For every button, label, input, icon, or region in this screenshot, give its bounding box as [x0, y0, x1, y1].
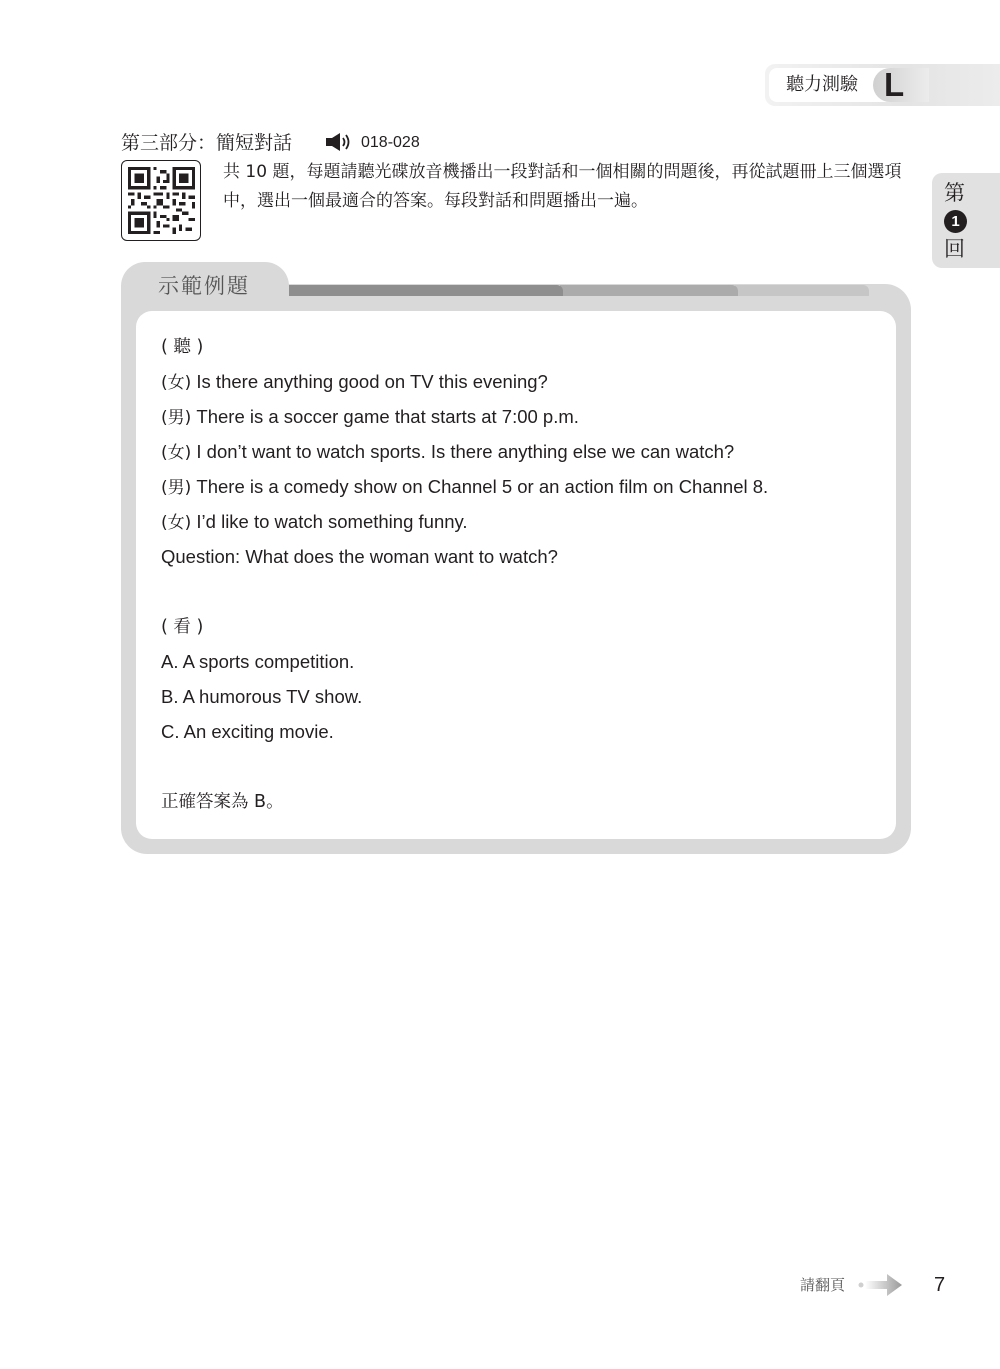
section-letter: L — [884, 66, 905, 103]
page-number: 7 — [934, 1274, 946, 1296]
dialogue-text: There is a comedy show on Channel 5 or an action film on Channel 8. — [191, 476, 769, 497]
decorative-stripe — [735, 285, 869, 296]
dialogue-line — [161, 404, 579, 431]
dialogue-line — [161, 439, 734, 466]
round-prefix: 第 — [944, 181, 965, 205]
speaker-label: (女) — [161, 513, 192, 533]
speaker-label: (男) — [161, 478, 192, 498]
dialogue-text: I don’t want to watch sports. Is there anything else we can watch? — [191, 441, 735, 462]
listen-label: ( 聽 ) — [161, 337, 204, 357]
question-text: Question: What does the woman want to watch? — [161, 546, 558, 567]
option-c: C. An exciting movie. — [161, 721, 334, 742]
look-label: ( 看 ) — [161, 617, 204, 637]
option-a: A. A sports competition. — [161, 651, 355, 672]
correct-answer: 正確答案為 B。 — [161, 792, 284, 812]
speaker-label: (女) — [161, 443, 192, 463]
speaker-label: (女) — [161, 373, 192, 393]
right-arrow-icon[interactable] — [855, 1271, 905, 1299]
turn-page-label: 請翻頁 — [800, 1276, 846, 1294]
dialogue-line — [161, 369, 548, 396]
qr-code[interactable] — [121, 160, 201, 241]
part-instructions: 共 10 題，每題請聽光碟放音機播出一段對話和一個相關的問題後，再從試題冊上三個選項中，選出一個最適合的答案。每段對話和問題播出一遍。 — [223, 162, 902, 211]
dialogue-text: There is a soccer game that starts at 7:00 p.m. — [191, 406, 579, 427]
round-suffix: 回 — [944, 237, 965, 261]
option-b: B. A humorous TV show. — [161, 686, 363, 707]
section-label: 聽力測驗 — [786, 74, 858, 95]
dialogue-text: I’d like to watch something funny. — [191, 511, 468, 532]
dialogue-text: Is there anything good on TV this evening? — [191, 371, 548, 392]
speaker-label: (男) — [161, 408, 192, 428]
decorative-stripe — [560, 285, 738, 296]
round-number: 1 — [944, 210, 967, 233]
decorative-stripe — [289, 285, 563, 296]
speaker-icon[interactable] — [325, 132, 355, 152]
example-title: 示範例題 — [158, 274, 250, 298]
dialogue-line — [161, 474, 768, 501]
part-title: 第三部分：簡短對話 — [121, 132, 293, 154]
audio-track-code: 018-028 — [361, 134, 420, 151]
dialogue-line — [161, 509, 468, 536]
